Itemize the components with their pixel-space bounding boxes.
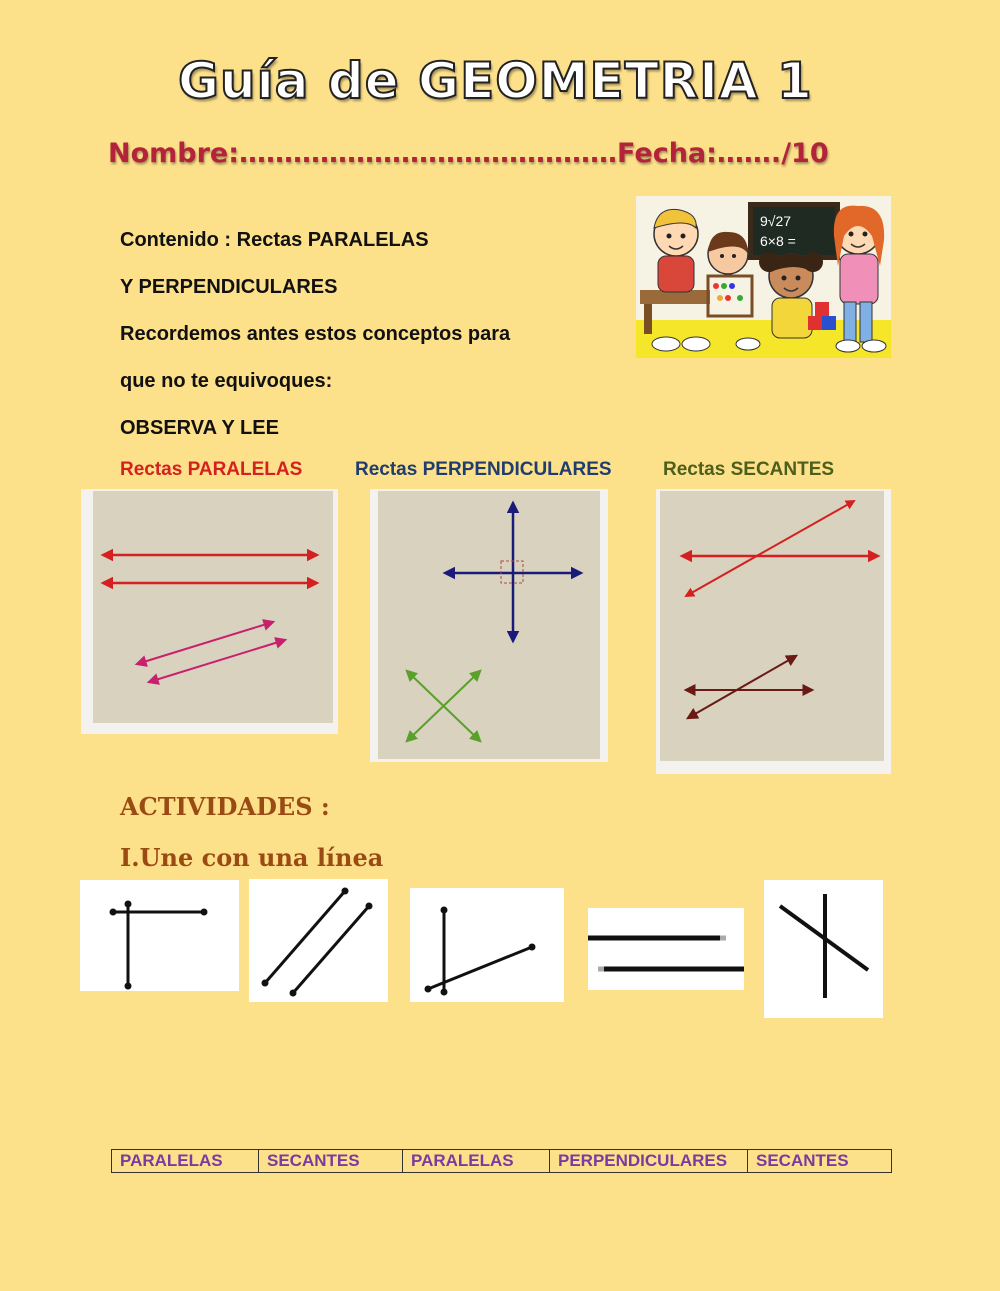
answer-option[interactable]: PERPENDICULARES — [550, 1150, 748, 1173]
intro-line: que no te equivoques: — [120, 370, 333, 392]
label-paralelas: Rectas PARALELAS — [120, 459, 303, 480]
intro-line: Y PERPENDICULARES — [120, 276, 338, 298]
exercise-figure-3 — [410, 888, 564, 1002]
intro-line: OBSERVA Y LEE — [120, 417, 279, 439]
activity-instruction: I.Une con una línea — [120, 843, 384, 872]
page-title: Guía de GEOMETRIA 1 — [178, 52, 813, 110]
chalkboard-text: 9√27 — [760, 213, 792, 229]
chalkboard-text: 6×8 = — [760, 233, 796, 249]
perpendiculares-diagram — [370, 489, 608, 762]
exercise-figure-2 — [249, 879, 388, 1002]
activities-heading: ACTIVIDADES : — [120, 792, 330, 821]
intro-line: Recordemos antes estos conceptos para — [120, 323, 511, 345]
intro-text — [120, 226, 620, 461]
answer-option[interactable]: SECANTES — [748, 1150, 892, 1173]
answer-option[interactable]: SECANTES — [259, 1150, 403, 1173]
answer-options-table — [111, 1149, 892, 1173]
secantes-diagram — [656, 489, 891, 774]
kids-classroom-illustration — [636, 196, 891, 358]
answer-option[interactable]: PARALELAS — [403, 1150, 550, 1173]
exercise-figure-4 — [588, 908, 744, 990]
exercise-figure-1 — [80, 880, 239, 991]
name-date-line: Nombre:……………………………………Fecha:……./10 — [108, 138, 829, 169]
intro-line: Contenido : Rectas PARALELAS — [120, 229, 429, 251]
label-perpendiculares: Rectas PERPENDICULARES — [355, 459, 612, 480]
label-secantes: Rectas SECANTES — [663, 459, 835, 480]
exercise-figure-5 — [764, 880, 883, 1018]
answer-option[interactable]: PARALELAS — [112, 1150, 259, 1173]
paralelas-diagram — [81, 489, 338, 734]
